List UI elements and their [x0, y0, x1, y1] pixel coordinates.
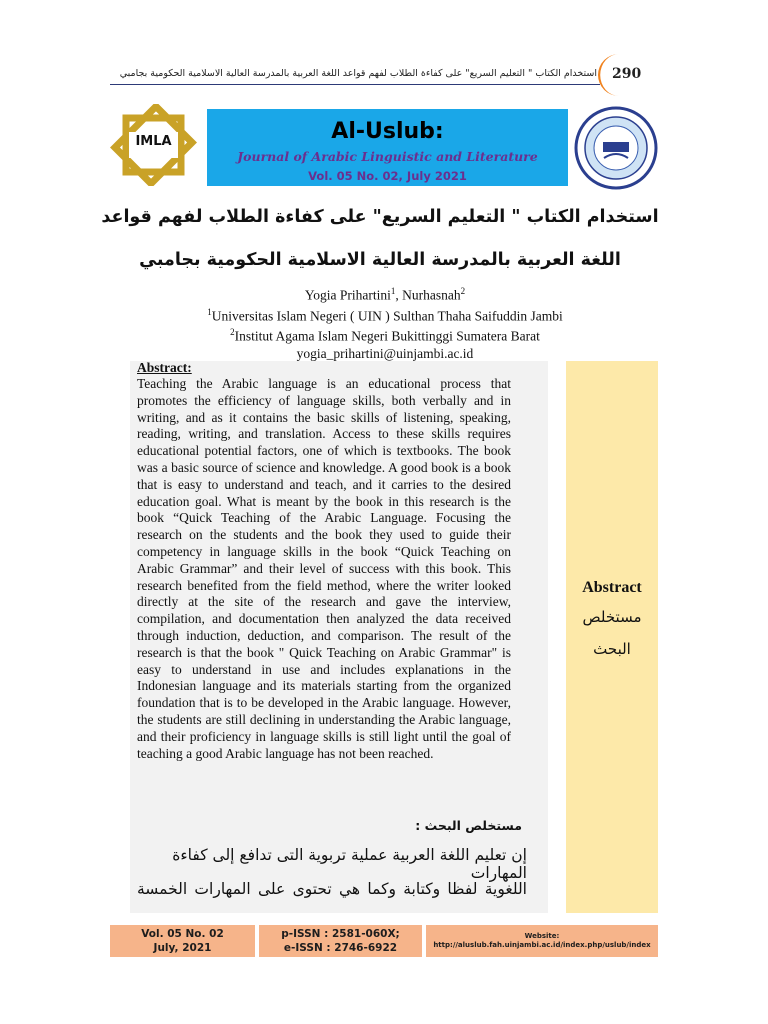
author-block — [110, 283, 660, 362]
footer-date: July, 2021 — [153, 942, 212, 954]
affiliation-2-sup: 2 — [230, 327, 235, 337]
university-seal-logo — [573, 106, 659, 190]
author-2: Nurhasnah — [402, 287, 461, 303]
affiliation-1-sup: 1 — [207, 306, 212, 317]
author-separator: , — [395, 287, 403, 303]
footer-volume-box — [110, 925, 255, 957]
affiliation-1-text: Universitas Islam Negeri ( UIN ) Sulthan Thaha Saifuddin Jambi — [211, 308, 563, 323]
footer-website-label: Website: — [524, 932, 560, 940]
arabic-abstract-heading: مستخلص البحث : — [415, 818, 522, 833]
side-label-arabic-1: مستخلص — [582, 608, 642, 626]
affiliation-1 — [110, 304, 660, 325]
footer-issn-box — [259, 925, 422, 957]
article-title-line-1: استخدام الكتاب " التعليم السريع" على كفاءة الطلاب لفهم قواعد — [101, 207, 659, 227]
side-label-arabic-2: البحث — [593, 640, 631, 658]
journal-subtitle: Journal of Arabic Linguistic and Literature — [237, 149, 538, 164]
footer-pissn: p-ISSN : 2581-060X; — [281, 928, 400, 940]
author-names — [110, 283, 660, 304]
article-title-line-2: اللغة العربية بالمدرسة العالية الاسلامية الحكومية بجامبي — [139, 250, 621, 270]
author-1: Yogia Prihartini — [304, 287, 391, 303]
imla-logo-text: IMLA — [135, 134, 172, 149]
running-header-title: استخدام الكتاب " التعليم السريع" على كفاءة الطلاب لفهم قواعد اللغة العربية بالمدرسة العالية الاسلامية الحكومية بجامبي — [119, 68, 597, 79]
footer-website-box — [426, 925, 658, 957]
affiliation-2 — [110, 324, 660, 345]
footer-website-link[interactable]: http://aluslub.fah.uinjambi.ac.id/index.php/uslub/index — [433, 941, 651, 949]
author-2-sup: 2 — [460, 286, 466, 296]
abstract-heading: Abstract: — [137, 360, 192, 375]
page-number: 290 — [612, 66, 642, 82]
author-email: yogia_prihartini@uinjambi.ac.id — [296, 345, 474, 361]
footer-eissn: e-ISSN : 2746-6922 — [283, 942, 398, 954]
arabic-abstract-line-1: إن تعليم اللغة العربية عملية تربوية التى تدافع إلى كفاءة المهارات — [172, 846, 527, 882]
journal-volume: Vol. 05 No. 02, July 2021 — [308, 169, 467, 183]
header-rule — [110, 84, 600, 85]
arabic-abstract-line-2: اللغوية لفظا وكتابة وكما هي تحتوى على المهارات الخمسة — [137, 880, 527, 898]
footer-volume: Vol. 05 No. 02 — [141, 928, 224, 940]
side-label-english: Abstract — [582, 579, 642, 596]
journal-banner — [207, 109, 568, 186]
abstract-text: Teaching the Arabic language is an educational process that promotes the efficiency of language skills, both verbally and in writing, and as it contains the basic skills of listening, speaking, reading, writing, and translation. Access to these skills requires educational potential factors, one of which is textbooks. The book was a basic source of science and knowledge. A good book is a book that is easy to understand and teach, and it carries to the desired education goal. What is meant by the book in this research is the book “Quick Teaching of the Arabic Language. Focusing the research on the students and the book they used to guide their competency in language skills in the book “Quick Teaching on Arabic Grammar” and their level of success with this book. This research benefited from the field method, where the writer looked directly at the site of the research and gave the interview, compilation, and documentation then analyzed the data received through induction, deduction, and comparison. The result of the research is that the book " Quick Teaching on Arabic Grammar" is easy to understand in use and includes explanations in the Indonesian language and its materials starting from the organized foundation that is to be developed in the Arabic language. However, the students are still declining in understanding the Arabic language, and their proficiency in language skills is still light until the goal of teaching a good Arabic language has not been reached. — [137, 376, 511, 761]
affiliation-2-text: Institut Agama Islam Negeri Bukittinggi Sumatera Barat — [234, 328, 540, 344]
author-1-sup: 1 — [390, 286, 396, 296]
abstract-side-panel — [566, 361, 658, 913]
journal-title: Al-Uslub: — [331, 119, 444, 144]
